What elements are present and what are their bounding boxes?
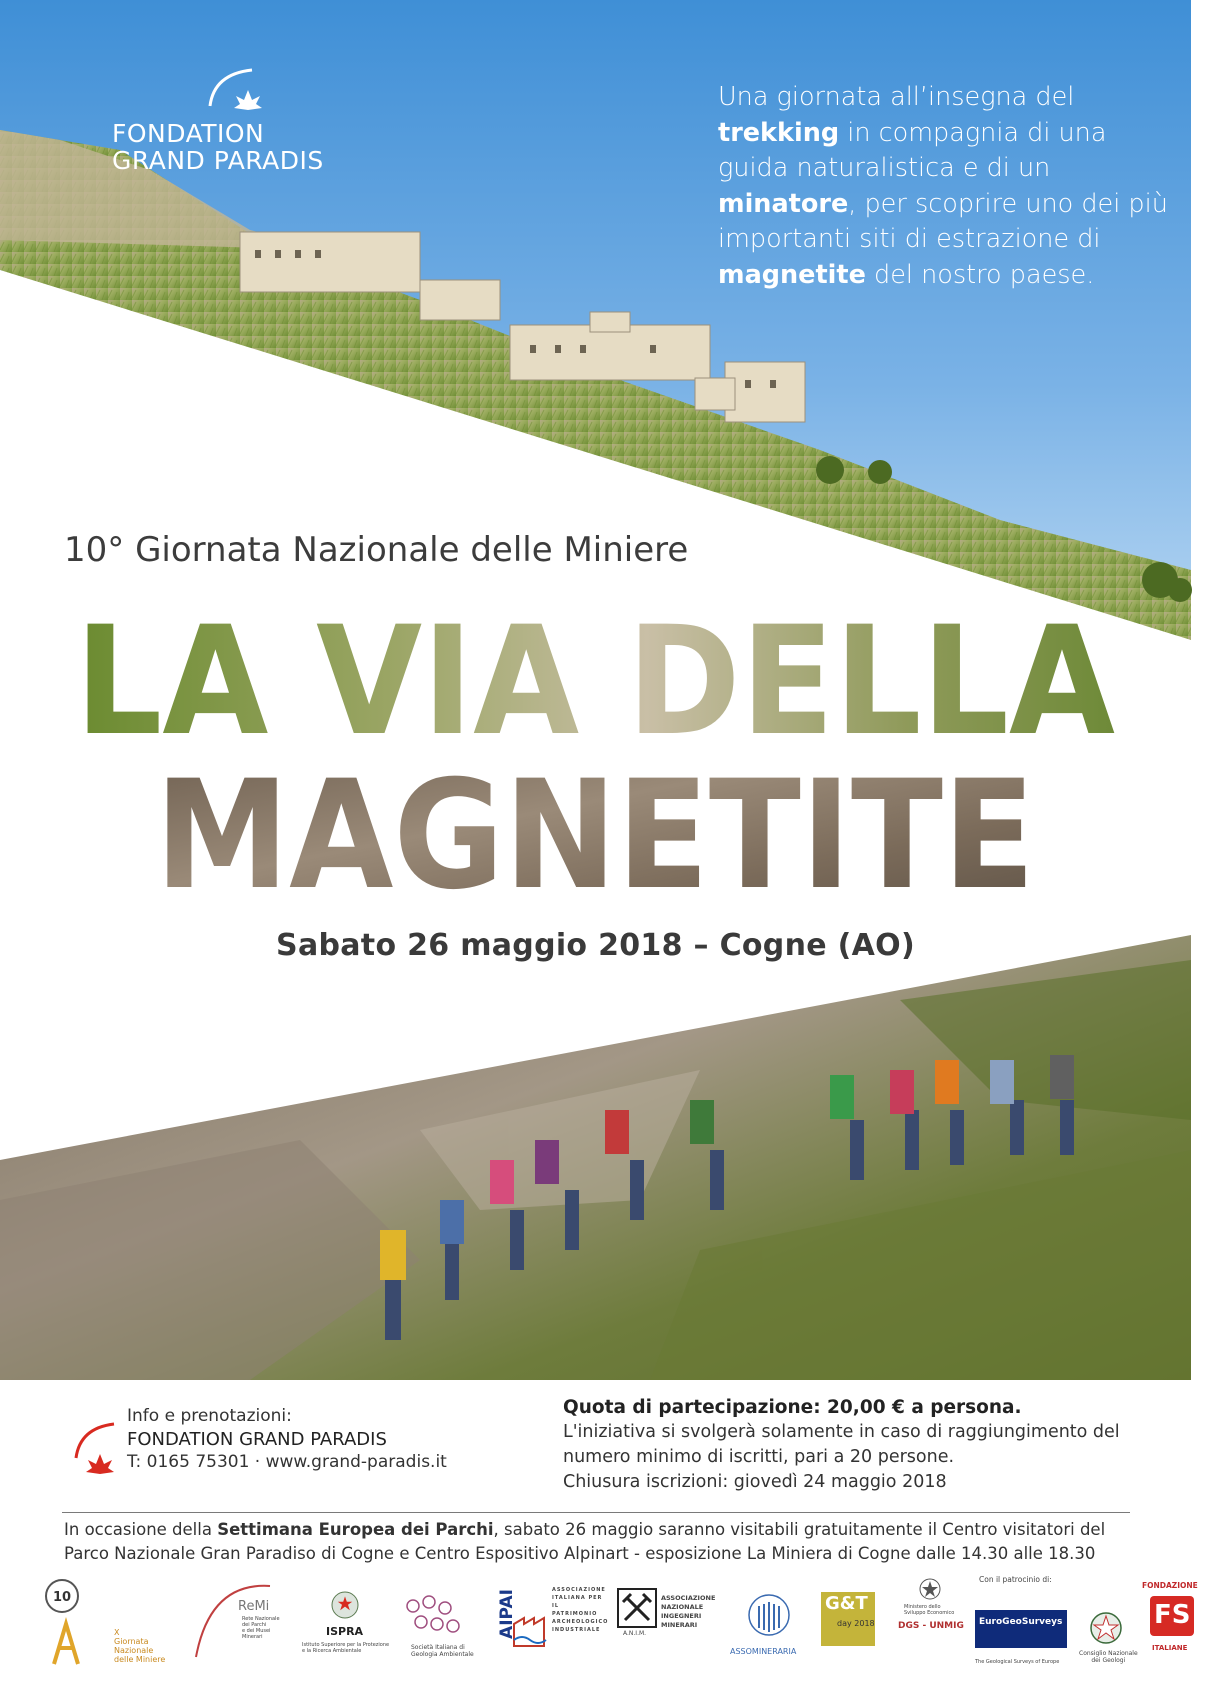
aipai-caption: ASSOCIAZIONE ITALIANA PER IL PATRIMONIO ARCHEOLOGICO INDUSTRIALE <box>552 1587 609 1633</box>
gt-day-label: G&T <box>825 1593 868 1614</box>
intro-p3: , per scoprire uno dei più importanti siti di estrazione di <box>718 188 1168 254</box>
remi-logo <box>190 1572 300 1672</box>
info-label: Info e prenotazioni: <box>127 1406 292 1426</box>
assomineraria-label: ASSOMINERARIA <box>730 1647 797 1656</box>
remi-caption: Rete Nazionale dei Parchi e dei Musei Minerari <box>242 1616 280 1640</box>
sponsor-logos <box>40 1572 1198 1672</box>
quota-line2: numero minimo di iscritti, pari a 20 persone. <box>563 1447 955 1467</box>
sigea-caption: Società Italiana di Geologia Ambientale <box>411 1644 474 1658</box>
event-subtitle: 10° Giornata Nazionale delle Miniere <box>64 530 689 570</box>
info-contact[interactable]: T: 0165 75301 · www.grand-paradis.it <box>127 1452 447 1472</box>
ispra-label: ISPRA <box>326 1625 364 1638</box>
info-block <box>127 1405 447 1474</box>
logo-line2: GRAND PARADIS <box>112 146 324 175</box>
fondation-grand-paradis-logo <box>108 68 368 178</box>
patronage-label: Con il patrocinio di: <box>979 1575 1052 1584</box>
ministry-emblem-icon <box>918 1576 942 1602</box>
aipai-label: AIPAI <box>496 1589 517 1639</box>
molecule-icon <box>403 1596 463 1642</box>
fs-label: FS <box>1154 1600 1191 1630</box>
eurogeo-label: EuroGeoSurveys <box>979 1617 1063 1627</box>
event-date: Sabato 26 maggio 2018 – Cogne (AO) <box>276 928 915 963</box>
fondation-mark-icon <box>70 1420 120 1480</box>
notice-bold: Settimana Europea dei Parchi <box>217 1520 494 1539</box>
notice-pre: In occasione della <box>64 1520 218 1539</box>
factory-icon <box>512 1604 548 1648</box>
quota-block <box>563 1395 1163 1495</box>
eurogeosurveys-logo <box>975 1572 1070 1672</box>
quota-headline: Quota di partecipazione: 20,00 € a persona. <box>563 1397 1022 1418</box>
giornata-logo <box>40 1572 190 1672</box>
aipai-logo <box>490 1572 610 1672</box>
mine-tower-icon <box>40 1576 100 1668</box>
quota-line1: L'iniziativa si svolgerà solamente in caso di raggiungimento del <box>563 1422 1120 1442</box>
fs-bottom-label: ITALIANE <box>1152 1644 1188 1652</box>
intro-b3: magnetite <box>718 259 866 290</box>
info-org: FONDATION GRAND PARADIS <box>127 1429 387 1450</box>
crossed-hammers-icon <box>617 1588 657 1632</box>
intro-p2: in compagnia di una guida naturalistica e di un <box>718 117 1107 183</box>
event-title <box>0 585 1191 923</box>
sigea-logo <box>395 1572 490 1672</box>
logo-arc-icon <box>204 68 264 118</box>
geologi-caption: Consiglio Nazionale dei Geologi <box>1079 1650 1138 1664</box>
dgs-caption: Ministero dello Sviluppo Economico <box>904 1604 955 1616</box>
eurogeo-badge <box>975 1610 1067 1648</box>
assomineraria-emblem-icon <box>746 1592 792 1638</box>
eurogeo-caption: The Geological Surveys of Europe <box>975 1659 1060 1665</box>
logo-line1: FONDATION <box>112 119 265 148</box>
giornata-caption: X Giornata Nazionale delle Miniere <box>114 1628 166 1664</box>
italian-emblem-icon <box>330 1588 360 1622</box>
notice-post: , sabato 26 maggio saranno visitabili gratuitamente il Centro visitatori del Parco Nazionale Gran Paradiso di Cogne e Centro Espositivo Alpinart - esposizione La Miniera di Cogne dalle 14.30 alle 18.30 <box>64 1520 1106 1563</box>
gt-day-logo <box>815 1572 885 1672</box>
remi-label: ReMi <box>238 1599 270 1614</box>
ispra-logo <box>300 1572 390 1672</box>
title-line2: MAGNETITE <box>155 749 1035 923</box>
parks-week-notice <box>64 1518 1144 1566</box>
intro-p4: del nostro paese. <box>865 259 1095 290</box>
fondazione-fs-logo <box>1140 1572 1210 1672</box>
title-line1: LA VIA DELLA <box>75 595 1115 769</box>
intro-b2: minatore <box>718 188 849 219</box>
dgs-unmig-logo <box>890 1572 970 1672</box>
anim-label: A.N.I.M. <box>623 1630 647 1637</box>
fs-top-label: FONDAZIONE <box>1142 1581 1198 1590</box>
intro-b1: trekking <box>718 117 840 148</box>
anim-caption: ASSOCIAZIONE NAZIONALE INGEGNERI MINERARI <box>661 1594 716 1629</box>
republic-emblem-icon <box>1089 1610 1123 1646</box>
assomineraria-logo <box>730 1572 810 1672</box>
intro-text <box>718 80 1168 293</box>
dgs-label: DGS - UNMIG <box>898 1621 964 1631</box>
anim-logo <box>615 1572 725 1672</box>
divider <box>62 1512 1130 1513</box>
gt-day-caption: day 2018 <box>837 1619 875 1628</box>
intro-p1: Una giornata all’insegna del <box>718 82 1075 112</box>
quota-line3: Chiusura iscrizioni: giovedì 24 maggio 2018 <box>563 1472 947 1492</box>
svg-text:10: 10 <box>52 1590 72 1605</box>
ispra-caption: Istituto Superiore per la Protezione e la Ricerca Ambientale <box>302 1642 390 1654</box>
geologi-logo <box>1075 1572 1140 1672</box>
